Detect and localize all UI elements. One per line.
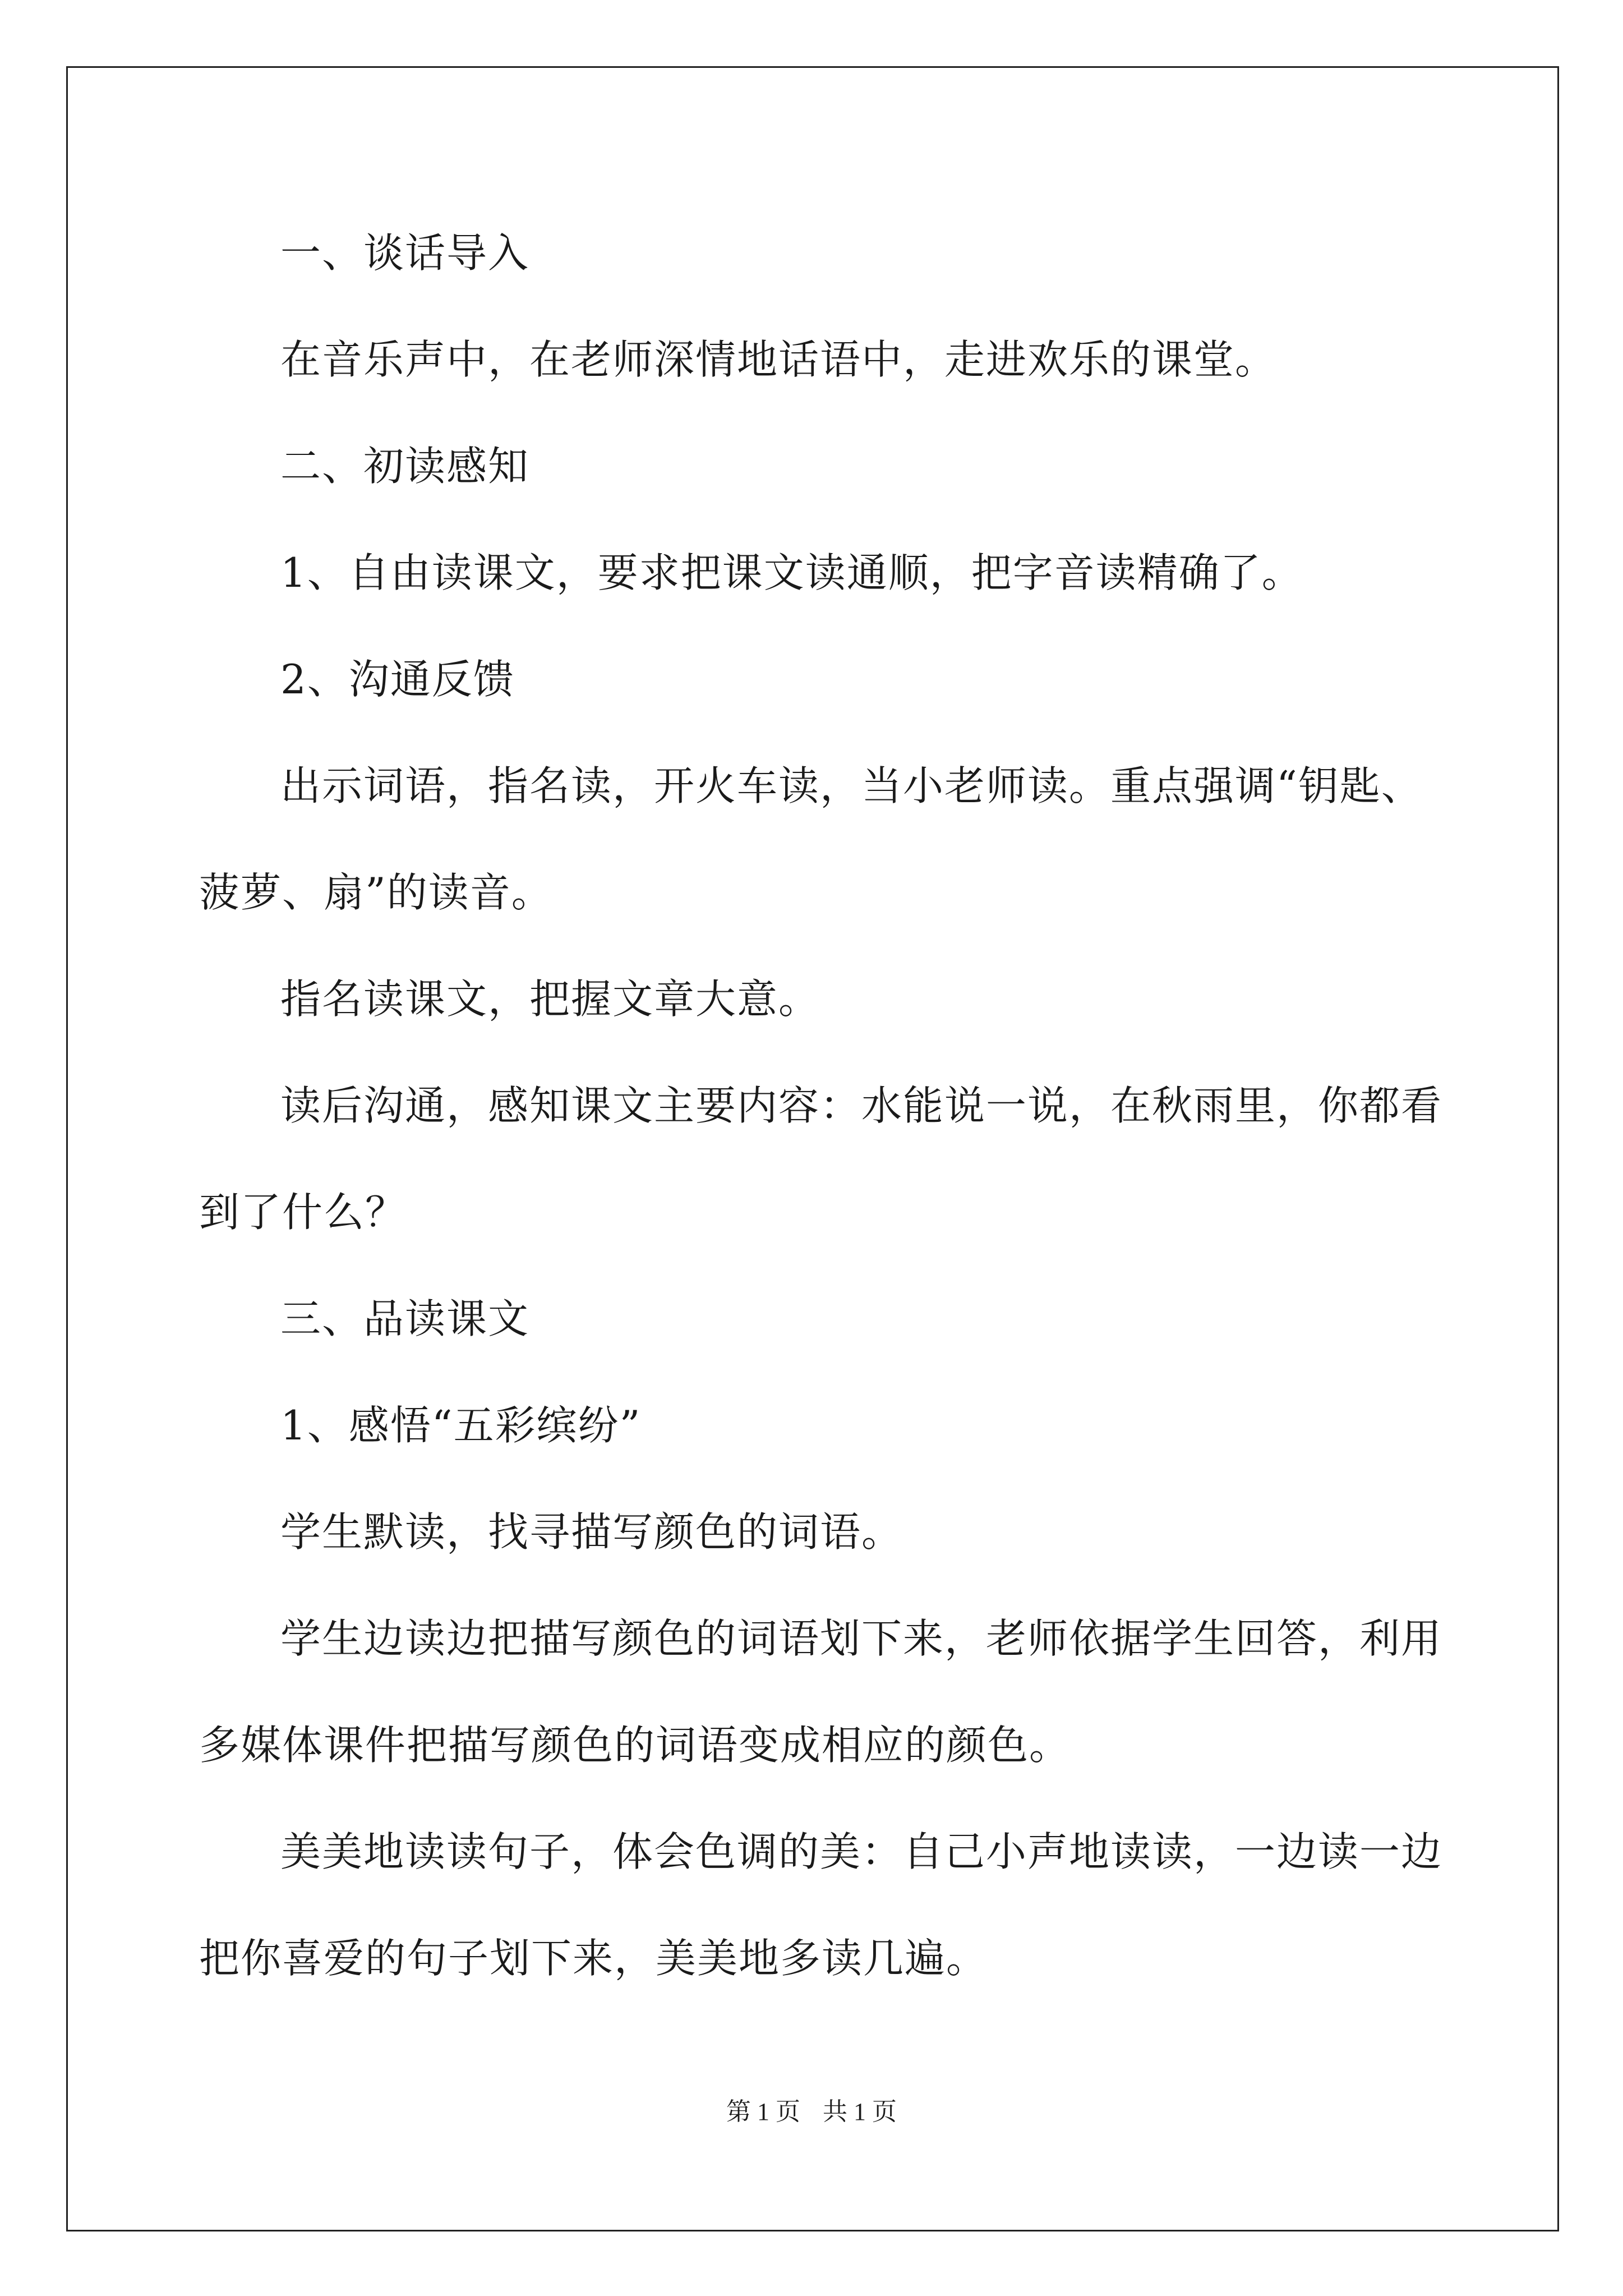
page-footer	[0, 2098, 1623, 2126]
page-total: 共 1 页	[823, 2098, 897, 2125]
paragraph-text: 2、沟通反馈	[280, 656, 515, 703]
heading-first-reading: 二、初读感知	[280, 443, 530, 490]
paragraph-text: 美美地读读句子，体会色调的美：自己小声地读读，一边读一边	[280, 1828, 1443, 1875]
page-number: 第 1 页	[726, 2098, 800, 2125]
paragraph-text: 菠萝、扇”的读音。	[199, 869, 553, 916]
heading-talk-intro: 一、谈话导入	[280, 229, 530, 277]
paragraph-text: 多媒体课件把描写颜色的词语变成相应的颜色。	[199, 1722, 1071, 1769]
paragraph-text: 在音乐声中，在老师深情地话语中，走进欢乐的课堂。	[280, 336, 1277, 383]
paragraph-text: 学生默读，找寻描写颜色的词语。	[280, 1508, 903, 1556]
heading-close-reading: 三、品读课文	[280, 1295, 530, 1342]
paragraph-text: 1、自由读课文，要求把课文读通顺，把字音读精确了。	[280, 549, 1303, 596]
paragraph-text: 到了什么？	[199, 1189, 407, 1236]
paragraph-text: 1、感悟“五彩缤纷”	[280, 1402, 642, 1449]
paragraph-text: 读后沟通，感知课文主要内容：水能说一说，在秋雨里，你都看	[280, 1082, 1443, 1129]
paragraph-text: 指名读课文，把握文章大意。	[280, 976, 820, 1023]
paragraph-text: 学生边读边把描写颜色的词语划下来，老师依据学生回答，利用	[280, 1615, 1443, 1662]
page-border	[66, 66, 1559, 2231]
paragraph-text: 把你喜爱的句子划下来，美美地多读几遍。	[199, 1935, 988, 1982]
paragraph-text: 出示词语，指名读，开火车读，当小老师读。重点强调“钥匙、	[280, 762, 1423, 809]
